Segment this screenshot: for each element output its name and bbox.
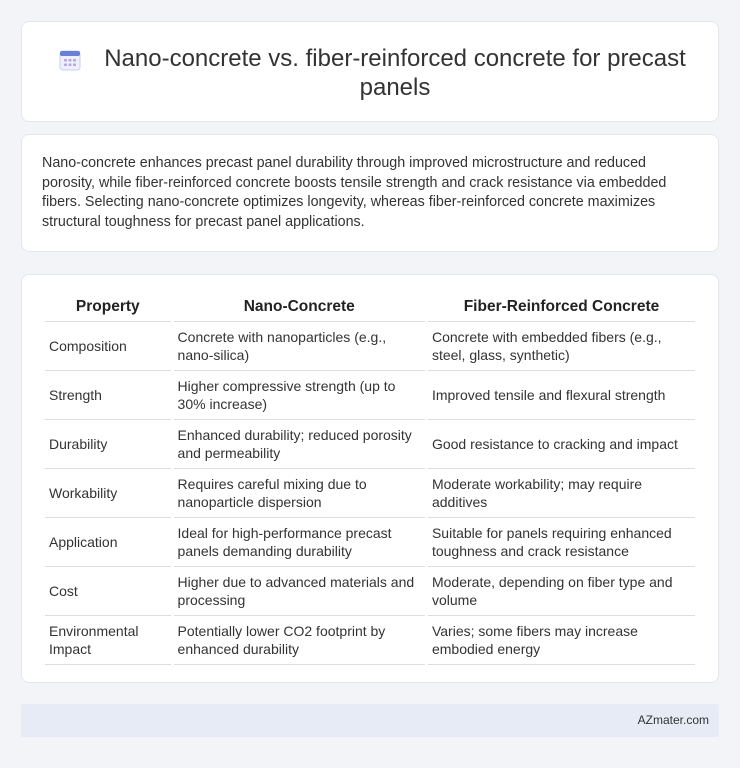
comparison-table: [42, 293, 698, 665]
footer-bar: [21, 704, 719, 737]
fiber-reinforced-cell: Moderate workability; may require additives: [428, 469, 695, 518]
title-card: [21, 21, 719, 122]
table-header-row: [45, 293, 695, 322]
page-title: Nano-concrete vs. fiber-reinforced concrete for precast panels: [104, 45, 686, 101]
fiber-reinforced-cell: Improved tensile and flexural strength: [428, 371, 695, 420]
table-row: [45, 420, 695, 469]
property-cell: Composition: [45, 322, 171, 371]
footer-brand: AZmater.com: [637, 713, 709, 727]
column-header-property: Property: [45, 293, 171, 322]
summary-text: Nano-concrete enhances precast panel durability through improved microstructure and reduced porosity, while fiber-reinforced concrete boosts tensile strength and crack resistance via embedded fibers. Selecting nano-concrete optimizes longevity, whereas fiber-reinforced concrete maximizes structural toughness for precast panel applications.: [42, 155, 667, 230]
property-cell: Environmental Impact: [45, 616, 171, 665]
comparison-table-card: [21, 274, 719, 683]
fiber-reinforced-cell: Concrete with embedded fibers (e.g., steel, glass, synthetic): [428, 322, 695, 371]
table-row: [45, 322, 695, 371]
nano-concrete-cell: Potentially lower CO2 footprint by enhanced durability: [174, 616, 425, 665]
property-cell: Durability: [45, 420, 171, 469]
fiber-reinforced-cell: Suitable for panels requiring enhanced toughness and crack resistance: [428, 518, 695, 567]
nano-concrete-cell: Enhanced durability; reduced porosity and permeability: [174, 420, 425, 469]
table-row: [45, 567, 695, 616]
table-row: [45, 469, 695, 518]
table-row: [45, 616, 695, 665]
fiber-reinforced-cell: Moderate, depending on fiber type and volume: [428, 567, 695, 616]
fiber-reinforced-cell: Varies; some fibers may increase embodied energy: [428, 616, 695, 665]
summary-card: [21, 134, 719, 252]
column-header-nano-concrete: Nano-Concrete: [174, 293, 425, 322]
property-cell: Cost: [45, 567, 171, 616]
fiber-reinforced-cell: Good resistance to cracking and impact: [428, 420, 695, 469]
table-row: [45, 518, 695, 567]
nano-concrete-cell: Higher compressive strength (up to 30% increase): [174, 371, 425, 420]
property-cell: Strength: [45, 371, 171, 420]
property-cell: Workability: [45, 469, 171, 518]
nano-concrete-cell: Higher due to advanced materials and processing: [174, 567, 425, 616]
nano-concrete-cell: Ideal for high-performance precast panels demanding durability: [174, 518, 425, 567]
table-row: [45, 371, 695, 420]
nano-concrete-cell: Concrete with nanoparticles (e.g., nano-silica): [174, 322, 425, 371]
nano-concrete-cell: Requires careful mixing due to nanoparticle dispersion: [174, 469, 425, 518]
column-header-fiber-reinforced: Fiber-Reinforced Concrete: [428, 293, 695, 322]
property-cell: Application: [45, 518, 171, 567]
calendar-icon: [59, 49, 81, 71]
